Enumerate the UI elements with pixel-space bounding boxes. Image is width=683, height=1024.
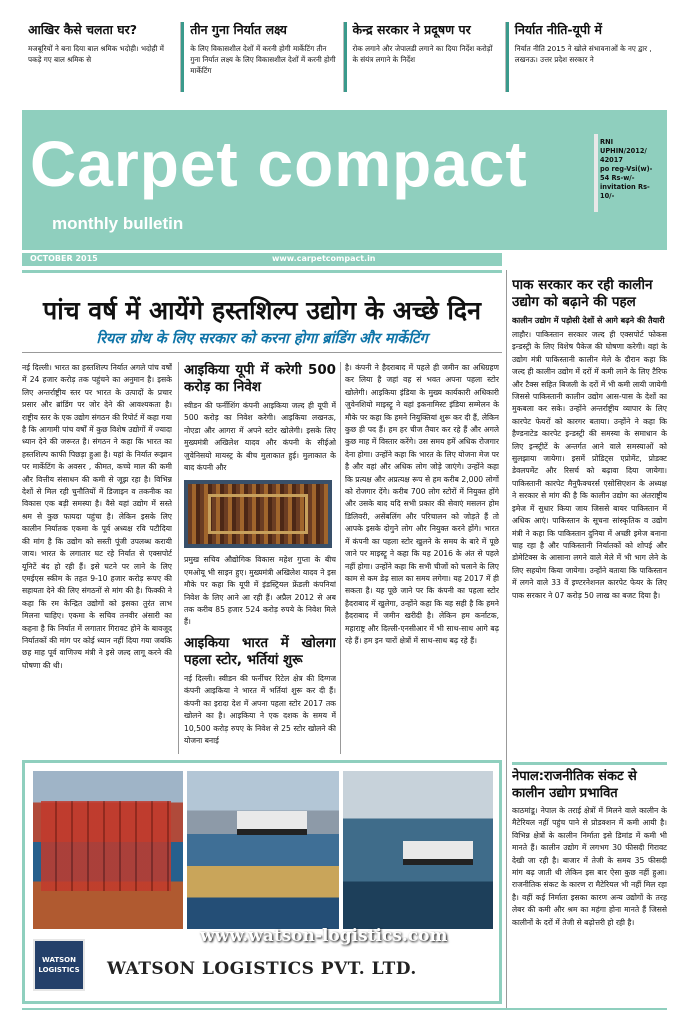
website-link[interactable]: www.carpetcompact.in: [272, 254, 376, 263]
ikea-store-title: आइकिया भारत में खोलगा पहला स्टोर, भर्तियां शुरू: [184, 635, 336, 668]
masthead-subtitle: monthly bulletin: [52, 214, 184, 233]
teaser-2[interactable]: [181, 22, 343, 92]
teaser-body: मजबूरियों ने बना दिया बाल श्रमिक भदोही। भदोही में पकड़े गए बाल श्रमिक से: [28, 44, 164, 64]
watson-logo-icon: WATSON LOGISTICS: [33, 939, 85, 991]
teaser-title: तीन गुना निर्यात लक्ष्य: [190, 22, 287, 37]
issue-date: OCTOBER 2015: [30, 254, 98, 263]
rni-line: invitation Rs-10/-: [600, 183, 650, 200]
subhead-rule: [22, 352, 502, 353]
teaser-1[interactable]: [22, 22, 181, 92]
sidebar-pakistan: [512, 277, 667, 745]
port-photo: [187, 771, 339, 929]
teaser-title: आखिर कैसे चलता घर?: [28, 22, 137, 37]
rni-line: RNI: [600, 138, 614, 146]
containers-graphic: [41, 801, 171, 891]
lead-column-text: नई दिल्ली। भारत का हस्तशिल्प निर्यात अगले पांच वर्षों में 24 हजार करोड़ तक पहुंचने का अनुमान है। इसके लिए अन्तर्राष्ट्रीय स्तर पर भारत के उत्पादों के प्रचार प्रसार और ब्रांडिंग पर जोर देने की आवश्यकता है। राष्ट्रीय स्तर के एक उद्योग संगठन की रिपोर्ट में कहा गया है कि आगामी पांच वर्षों में कुछ विशेष उद्योगों में ज्यादा ध्यान देने की जरूरत है। संगठन ने कहा कि भारत का हस्तशिल्प काफी पिछड़ा हुआ है। यहां के निर्यात रूझान पर मार्केटिंग के अवसर , कीमत, कच्चे माल की कमी और वित्तीय संसाधन की कमी से जूझ रहा है। विभिन्न देशों से मिल रही चुनौतियों में डिजाइन व तकनीक का विकास एक बड़ी समस्या है। वैसे यहां उद्योग में सस्ते श्रम से कुछ फायदा पहुंचा है। लेकिन इसके लिए कालीन निर्यातक एकमा के पूर्व अध्यक्ष रवि पटौदिया की मांग है कि उद्योग को सस्ती पूंजी उपलब्ध करायी जाय। भारत के लगातार घट रहे निर्यात से एक्सपोर्ट यूनिटें बंद हो रही हैं। इसे घटने पर लाने के लिए एमईएस स्कीम के तहत 9-10 हजार करोड़ रूपए की सहायता देने की लिए संगठनों से मांग की है। फिक्की ने कहा कि रम केन्द्रित उद्योगों को इसका तुरंत लाभ मिलना चाहिए। एकमा के सचिव तनवीर अंसारी का कहना है कि निर्यात में लगातार गिरावट होने के बावजूद निर्यातकों की मांग पर कोई ध्यान नहीं दिया गया जबकि छह माह पूर्व वाणिज्य मंत्री ने इसे जल्द लागू करने की घोषणा की थी।: [22, 363, 172, 670]
rni-line: 54 Rs-w/-: [600, 174, 635, 182]
teaser-strip: [22, 22, 667, 92]
rni-info: [600, 138, 662, 201]
cargo-ship-graphic: [403, 841, 473, 865]
column-divider: [340, 362, 341, 754]
teaser-title: केन्द्र सरकार ने प्रदूषण पर: [352, 22, 471, 37]
teaser-title: निर्यात नीति-यूपी में: [514, 22, 603, 37]
sidebar-nepal: [512, 768, 667, 1013]
lead-subhead: रियल ग्रोथ के लिए सरकार को करना होगा ब्रांडिंग और मार्केटिंग: [96, 331, 428, 347]
dateline-bar: [22, 253, 502, 266]
lead-column-2: [184, 362, 336, 754]
container-stack-photo: [33, 771, 183, 929]
ikea-story-text: स्वीडन की फर्नीशिंग कंपनी आइकिया जल्द ही यूपी में 500 करोड़ का निवेश करेगी। आइकिया लखनऊ, नोएडा और आगरा में अपने स्टोर खोलेगी। इसके लिए मुख्यमंत्री अखिलेश यादव और कंपनी के सीईओ जुवेनिसयो मायस्ट्र के बीच मुलाकात हुई। मुलाकात के बाद कंपनी और: [184, 401, 336, 473]
ad-website-link[interactable]: www.watson-logistics.com: [200, 926, 448, 946]
rni-line: UPHIN/2012/: [600, 147, 647, 155]
footer-rule: [22, 1008, 667, 1010]
lead-column-1: [22, 362, 172, 754]
sidebar-text: काठमांडू। नेपाल के तराई क्षेत्रों में मिलने वाले कालीन के मैटेरियल नहीं पहुंच पाने से प्रोडक्शन में कमी आयी है। विभिन्न क्षेत्रों के कालीन निर्माता इसे डिमांड में कमी भी मानते हैं। कालीन उद्योग में लगभग 30 फीसदी गिरावट देखी जा रही है। बाजार में तेजी के समय 35 फीसदी मांग बढ़ जाती थी लेकिन इस बार ऐसा कुछ नहीं हुआ। राजनीतिक संकट के कारण रा मैटेरियल भी नहीं मिल रहा है। वहीं कई निर्माता इसका कारण अन्य उद्योगों के तरह लेबर की कमी और श्रम का महंगा होना मानते हैं जिससे कालीनों के दरों में तेजी से बढ़ोत्तरी हो रही है।: [512, 806, 667, 927]
ikea-story-text-2: प्रमुख सचिव औद्योगिक विकास महेश गुप्ता के बीच एमओयू भी साइन हुए। मुख्यमंत्री अखिलेश यादव ने इस मौके पर कहा कि यूपी में इंडस्ट्रियल फ्रेंडली कंपनियां निवेश के लिए आने आ रही हैं। अप्रैल 2012 से अब तक करीब 85 हजार 524 करोड़ रुपये के निवेश मिले हैं।: [184, 555, 336, 627]
headline-rule: [22, 270, 502, 273]
lead-column-text: है। कंपनी ने हैदराबाद में पहले ही जमीन का अधिग्रहण कर लिया है जहां वह सं भवत अपना पहला स्टोर खोलेगी। आइकिया इंडिया के मुख्य कार्यकारी अधिकारी जुवेनशियो माइस्ट्रू ने यहां इकनामिस्ट इंडिया सम्मेलन के मौके पर कहा कि हमने नियुक्तियां शुरू कर दी हैं, लेकिन कुछ ही पद हैं। हम हर चीज तैयार कर रहे हैं और अगले कुछ माह में विस्तार करेंगे। उस समय हमें अधिक रोजगार देना होगा। उन्होंने कहा कि भारत के लिए योजना मेज पर है और वहां और अधिक लोग जोड़े जाएंगे। उन्होंने कहा कि प्रत्यक्ष और अप्रत्यक्ष रूप से हम करीब 2,000 लोगों को रोजगार देंगे। करीब 700 लोग स्टोरों में नियुक्त होंगे और उसके बाद यदि सभी प्रकार की सेवाएं मसलन होम डिलिवरी, असेंबलिंग और परिचालन को जोड़ते हैं तो आपके इसके दोगुने लोग और नियुक्त करने होंगे। भारत में कंपनी का पहला स्टोर खुलने के समय के बारे में पूछे जाने पर माइस्ट्रू ने कहा कि यह 2016 के अंत से पहले नहीं होगा। उन्होंने कहा कि सभी चीजों को चलाने के लिए काम से कम डेढ़ साल का समय लगेगा। यह 2017 में ही सकता है। यह पूछे जाने पर कि कंपनी का पहला स्टोर हैदराबाद में खुलेगा, उन्होंने कहा कि यह सही है कि हमने हैदराबाद में जमीन खरीदी है। लेकिन हम कर्नाटक, महाराष्ट्र और दिल्ली-एनसीआर में भी साथ-साथ आगे बढ़ रहे हैं। हम इन चारों क्षेत्रों में साथ-साथ बढ़ रहे हैं।: [345, 363, 499, 645]
ship-photo: [343, 771, 493, 929]
rni-line: 42017: [600, 156, 623, 164]
rni-line: po reg-Vsi(w)-: [600, 165, 653, 173]
cargo-ship-graphic: [237, 811, 307, 835]
column-divider: [178, 362, 179, 754]
sidebar-title: नेपाल:राजनीतिक संकट से कालीन उद्योग प्रभावित: [512, 769, 637, 801]
teaser-body: के लिए विकासशील देशों में करनी होगी मार्केटिंग तीन गुना निर्यात लक्ष्य के लिए विकासशील देशों में करनी होगी मार्केटिंग: [190, 44, 336, 75]
ikea-store-text: नई दिल्ली। स्वीडन की फर्नीचर रिटेल क्षेत्र की दिग्गज कंपनी आइकिया ने भारत में भर्तियां शुरू कर दी हैं। कंपनी का इरादा देश में अपना पहला स्टोर 2017 तक खोलने का है। आइकिया ने एक दशक के समय में 10,500 करोड़ रुपए के निवेश से 25 स्टोर खोलने की योजना बनाई: [184, 673, 336, 745]
ad-company-name: WATSON LOGISTICS PVT. LTD.: [107, 959, 417, 979]
teaser-4[interactable]: [506, 22, 667, 92]
teaser-3[interactable]: [344, 22, 506, 92]
lead-column-3: [345, 362, 499, 754]
sidebar-subtitle: कालीन उद्योग में पड़ोसी देशों से आगे बढ़ने की तैयारी: [512, 316, 665, 325]
watson-advertisement[interactable]: [22, 760, 502, 1004]
sidebar-divider: [506, 270, 507, 1010]
masthead-title: Carpet compact: [30, 128, 528, 200]
lead-headline: पांच वर्ष में आयेंगे हस्तशिल्प उद्योग के अच्छे दिन: [43, 296, 481, 325]
teaser-body: रोक लगाने और जेपालडी लगाने का दिया निर्देश करोड़ों के संयंत्र लगाने के निर्देश: [352, 44, 493, 64]
ikea-story-title: आइकिया यूपी में करेगी 500 करोड़ का निवेश: [184, 363, 336, 395]
sidebar-text: लाहौर। पाकिस्तान सरकार जल्द ही एक्सपोर्ट फोकस इन्डस्ट्री के लिए विशेष पैकेज की घोषणा करेगी। वहां के उद्योग मंत्री पाकिस्तानी कालीन मेले के दौरान कहा कि जल्द ही कालीन उद्योग में दरों में कमी लाने के लिए टैरिफ और टैक्स सहित बिजली के दरों में भी कमी लायी जायेगी जिससे पाकिस्तानी कालीन उद्योग आस-पास के देशों का मुकबला कर सके। उन्होंने अन्तर्राष्ट्रीय व्यापार के लिए कारपेट फेयरों को कारगर बताया। उन्होंने ने कहा कि हैण्डनाटेड कारपेट इन्डस्ट्री की समस्या के समाधान के लिए इन्स्ट्रीटें के अन्तर्गत आने वाले समस्याओं को सुलझाया जायेगा। इसमें प्रोडिट्स एप्रोमेंट, प्रोडक्ट डेवलपमेंट और रिसर्च को बढ़ावा दिया जायेगा। पाकिस्तानी कारपेट मैनुफैक्चरर्स एसोसिएशन के अध्यक्ष ने सरकार से मांग की है कि कालीन उद्योग का अंतराष्ट्रीय इमेज में सुधार किया जाय जिससे बायर पाकिस्तान में अधिक आएं। पाकिस्तान के सूचना सांस्कृतिक व उद्योग मंत्री ने कहा कि पाकिस्तान दुनिया में अच्छी इमेज बनाना चाह रहा है और पाकिस्तानी निर्यातकों को शोपई और डोमेटिक्स के आसाना लगने वाले मेले में भी भाग लेने के लिए सहयोग किया जायेगा। उन्होंने बताया कि पाकिस्तान में लगने वाले 33 वें इण्टरनेशनल कारपेट फेयर के लिए पाक सरकार ने 07 करोड़ 50 लाख का बजट दिया है।: [512, 330, 667, 600]
rni-divider: [594, 134, 598, 212]
teaser-body: निर्यात नीति 2015 ने खोले संभावनाओं के नए द्वार , लखनऊ। उत्तर प्रदेश सरकार ने: [514, 44, 652, 64]
sidebar-rule: [512, 762, 667, 765]
carpet-image: [184, 480, 332, 548]
masthead: [22, 110, 667, 250]
sidebar-title: पाक सरकार कर रही कालीन उद्योग को बढ़ाने की पहल: [512, 277, 653, 310]
